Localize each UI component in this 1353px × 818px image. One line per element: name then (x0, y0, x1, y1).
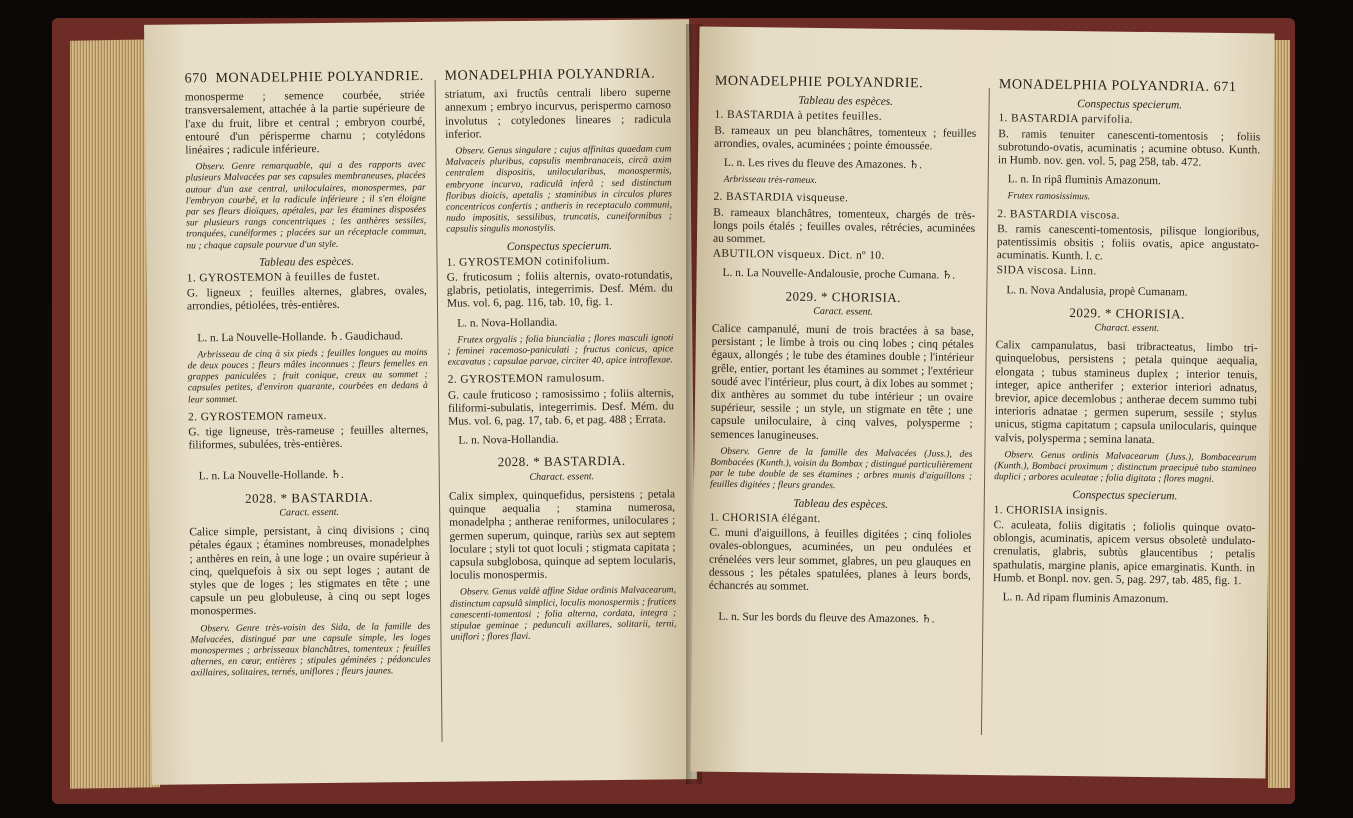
right-page-latin-column (992, 42, 1261, 611)
table-heading: Conspectus specierum. (1072, 489, 1178, 503)
genus-heading: 2029. * CHORISIA. (1069, 304, 1185, 322)
species-description: G. fruticosum ; foliis alternis, ovato-rotundatis, glabris, petiolatis, integerrimis. Desf. Mém. du Mus. vol. 6, pag. 116, tab. 10, fig. 1. (446, 269, 673, 311)
observation: Observ. Genre très-voisin des Sida, de la famille des Malvacées, distingué par une capsule simple, les loges monospermes ; arbrisseaux blanchâtres, tomenteux ; feuilles alternes, en cœur, entières ; stipules géminées ; pédoncules axillaires, solitaires, ternés, uniflores ; fleurs jaunes. (190, 620, 431, 679)
right-page (690, 27, 1274, 779)
species-name: 1. CHORISIA élégant. (709, 511, 821, 525)
species-habitat: L. n. Nova-Hollandia. (457, 316, 558, 330)
table-heading: Conspectus specierum. (1077, 98, 1183, 112)
species-name: 1. GYROSTEMON cotinifolium. (446, 254, 610, 269)
running-header: MONADELPHIA POLYANDRIA. 671 (998, 77, 1237, 96)
species-habitat: L. n. La Nouvelle-Hollande. ♄. Gaudichaud. (197, 329, 404, 344)
species-synonym: ABUTILON visqueux. Dict. nº 10. (712, 247, 885, 263)
continued-text: monosperme ; semence courbée, striée transversalement, attachée à la partie supérieure de l'axe du fruit, libre et central ; embryon courbé, entouré d'un périsperme charnu ; cotylédons linéaires ; radicule inférieure. (184, 89, 426, 157)
species-habitat: L. n. In ripâ fluminis Amazonum. (1007, 173, 1161, 188)
genus-subheading: Charact. essent. (1094, 322, 1160, 335)
page-number: 670 (184, 71, 208, 87)
species-name: 1. BASTARDIA parvifolia. (998, 112, 1134, 127)
table-heading: Tableau des espèces. (798, 94, 894, 109)
species-habitat: L. n. Nova Andalusia, propè Cumanam. (1006, 283, 1188, 299)
genus-heading: 2028. * BASTARDIA. (244, 489, 373, 506)
species-synonym: SIDA viscosa. Linn. (996, 264, 1097, 278)
species-habitat: L. n. Sur les bords du fleuve des Amazones. ♄. (718, 610, 935, 626)
species-description: B. rameaux blanchâtres, tomenteux, chargés de très-longs poils étalés ; feuilles ovales, rétrécies, acuminées au sommet. (712, 206, 976, 246)
species-description: G. tige ligneuse, très-rameuse ; feuilles alternes, filiformes, subulées, très-entières. (188, 423, 429, 452)
observation: Observ. Genus valdè affine Sidae ordinis Malvacearum, distinctum capsulâ simplici, loculis monospermis ; frutices canescenti-tomentosi ; folia alterna, cordata, integra ; stipulae geminae ; pedunculi axillares, solitarii, terni, uniflori ; flores flavi. (450, 584, 677, 643)
species-description: C. muni d'aiguillons, à feuilles digitées ; cinq folioles ovales-oblongues, acuminées, un peu ondulées et crénelées vers leur sommet, glabres, un peu glauques en dessous ; les pétales spatulées, planes à leurs bords, échancrés au sommet. (708, 526, 972, 593)
species-name: 1. GYROSTEMON à feuilles de fustet. (186, 270, 381, 285)
species-habitat: L. n. Ad ripam fluminis Amazonum. (1002, 591, 1169, 606)
species-description: G. ligneux ; feuilles alternes, glabres, ovales, arrondies, pétiolées, très-entières. (186, 285, 427, 313)
page-number: 671 (1213, 79, 1237, 96)
genus-character: Calice simple, persistant, à cinq divisions ; cinq pétales égaux ; étamines nombreuses, monadelphes ; anthères en rein, à une loge ; un ovaire supérieur à cinq, quelquefois à six ou sept loges ; autant de styles que de loges ; les stigmates en tête ; une capsule un peu globuleuse, à cinq ou sept loges monospermes. (189, 524, 431, 618)
running-header: 670 MONADELPHIE POLYANDRIE. (184, 68, 424, 87)
species-name: 2. BASTARDIA viscosa. (997, 207, 1121, 222)
left-page (144, 19, 697, 785)
table-heading: Conspectus specierum. (506, 239, 612, 253)
species-habitat: L. n. Les rives du fleuve des Amazones. ♄. (723, 156, 923, 172)
species-entry (712, 191, 975, 283)
continued-text: striatum, axi fructûs centrali libero superne annexum ; embryo incurvus, perispermo carnoso involutus ; cotyledones lineares ; radicula inferior. (444, 86, 672, 141)
species-note: Frutex orgyalis ; folia biuncialia ; flores masculi ignoti ; feminei racemoso-paniculati ; fructus conicus, apice excavatus ; capsulae parvae, circiter 40, apice introflexae. (447, 332, 674, 368)
species-description: G. caule fruticoso ; ramosissimo ; foliis alternis, filiformi-subulatis, integerrimis. Desf. Mém. du Mus. vol. 6, pag. 17, tab. 6, et pag. 488 ; Errata. (447, 387, 675, 428)
table-heading: Tableau des espèces. (793, 497, 889, 511)
species-entry (188, 409, 429, 484)
species-name: 2. BASTARDIA visqueuse. (713, 191, 849, 205)
species-entry (708, 512, 971, 628)
left-page-french-column (184, 34, 431, 685)
left-page-latin-column (444, 31, 676, 649)
genus-subheading: Caract. essent. (813, 305, 874, 318)
species-name: 1. CHORISIA insignis. (993, 503, 1108, 518)
species-habitat: L. n. Nova-Hollandia. (458, 433, 559, 447)
species-description: B. ramis canescenti-tomentosis, pilisque longioribus, patentissimis obsitis ; foliis ovatis, apice angustato-acuminatis. Kunth. l. c. (996, 222, 1260, 263)
species-entry (993, 504, 1256, 608)
species-entry (714, 109, 977, 188)
species-note: Arbrisseau très-rameux. (723, 174, 818, 187)
species-entry (997, 113, 1260, 205)
genus-subheading: Charact. essent. (529, 470, 595, 483)
species-name: 1. BASTARDIA à petites feuilles. (714, 109, 883, 124)
observation: Observ. Genus ordinis Malvacearum (Juss.), Bombacearum (Kunth.), Bombaci proximum ; distinctum praecipuè tubo stamineo duplici ; arbores aculeatae ; folia digitata ; flores magni. (994, 449, 1257, 486)
genus-subheading: Caract. essent. (279, 506, 340, 519)
species-entry (996, 208, 1259, 300)
column-rule (435, 80, 443, 742)
species-description: B. rameaux un peu blanchâtres, tomenteux ; feuilles arrondies, ovales, acuminées ; pointe émoussée. (714, 124, 977, 153)
running-header: MONADELPHIE POLYANDRIE. (714, 73, 924, 92)
species-habitat: L. n. La Nouvelle-Andalousie, proche Cumana. ♄. (722, 267, 956, 283)
right-page-french-column (708, 39, 977, 631)
genus-character: Calix simplex, quinquefidus, persistens ; petala quinque aequalia ; stamina numerosa, monadelpha ; antherae reniformes, uniloculares ; germen superum, quinque, rariùs sex aut septem loculare ; styli tot quot loculi ; stigmata capitata ; capsula subglobosa, quinque ad septem locularis, loculis monospermis. (448, 488, 676, 582)
genus-character: Calix campanulatus, basi tribracteatus, limbo tri-quinquelobus, persistens ; petala quinque aequalia, elongata ; tubus stamineus duplex ; interior tenuis, integer, apice antherifer ; exterior interiori adnatus, brevior, apice decemlobus ; antherae decem summo tubi interioris adnatae ; germen superum, sessile ; stylus unicus, stigma capitatum ; capsula unilocularis, quinque valvis, polysperma ; semina lanata. (994, 339, 1258, 446)
species-note: Frutex ramosissimus. (1007, 190, 1091, 203)
species-name: 2. GYROSTEMON rameux. (188, 409, 327, 424)
species-entry (446, 254, 673, 368)
species-entry (187, 270, 428, 405)
species-description: C. aculeata, foliis digitatis ; foliolis quinque ovato-oblongis, acuminatis, apicem versus obsoletè undulato-crenulatis, glabris, subtùs glaucentibus ; petalis spathulatis, margine planis, apice emarginatis. Kunth. in Humb. et Bonpl. nov. gen. 5, pag. 297, tab. 485, fig. 1. (992, 519, 1256, 587)
table-heading: Tableau des espèces. (259, 255, 354, 269)
running-header: MONADELPHIA POLYANDRIA. (444, 66, 656, 84)
species-description: B. ramis tenuiter canescenti-tomentosis ; foliis subrotundo-ovatis, acuminatis ; acumine obtuso. Kunth. in Humb. nov. gen. vol. 5, pag 258, tab. 472. (997, 127, 1261, 169)
genus-character: Calice campanulé, muni de trois bractées à sa base, persistant ; le limbe à trois ou cinq lobes ; cinq pétales égaux, allongés ; le tube des étamines double ; l'intérieur grêle, entier, portant les étamines au sommet ; l'extérieur soudé avec l'intérieur, plus court, à dix lobes au sommet ; dix anthères au sommet du tube intérieur ; un ovaire supérieur, sessile ; un style, un stigmate en tête ; une capsule uniloculaire, à cinq valves, polysperme ; semences lanugineuses. (710, 322, 974, 442)
species-name: 2. GYROSTEMON ramulosum. (447, 372, 605, 387)
species-entry (448, 372, 675, 448)
species-habitat: L. n. La Nouvelle-Hollande. ♄. (198, 469, 344, 483)
genus-heading: 2028. * BASTARDIA. (497, 453, 626, 470)
species-note: Arbrisseau de cinq à six pieds ; feuilles longues au moins de deux pouces ; fleurs mâles inconnues ; fleurs femelles en grappes paniculées ; fruit conique, creux au sommet ; capsules petites, d'environ quarante, courbées en dedans à leur sommet. (187, 346, 428, 406)
observation: Observ. Genre de la famille des Malvacées (Juss.), des Bombacées (Kunth.), voisin du Bombax ; distingué particulièrement par le tube double de ses étamines ; arbres munis d'aiguillons ; feuilles digitées ; fleurs grandes. (709, 445, 973, 492)
observation: Observ. Genre remarquable, qui a des rapports avec plusieurs Malvacées par ses capsules membraneuses, placées autour d'un axe central, uniloculaires, monospermes, par l'embryon courbé, et la radicule inférieure ; il s'en éloigne par ses fleurs dioïques, apétales, par les étamines disposées sur plusieurs rangs concentriques ; les anthères sessiles, tronquées, cunéiformes ; placées sur un réceptacle commun, nu ; chaque capsule pourvue d'un style. (185, 159, 427, 252)
genus-heading: 2029. * CHORISIA. (785, 288, 902, 305)
observation: Observ. Genus singulare ; cujus affinitas quaedam cum Malvaceis pluribus, capsulis membranaceis, circà axim centralem dispositis, unilocularibus, monospermis, embryone incurvo, radiculâ inferâ ; sed distinctum floribus dioicis, apetalis ; staminibus in circulos plures concentricos confertis ; antheris in receptaculo communi, nudo impositis, sessilibus, truncatis, cuneiformibus ; capsulis singulis monostylis. (445, 143, 673, 236)
column-rule (981, 88, 990, 735)
